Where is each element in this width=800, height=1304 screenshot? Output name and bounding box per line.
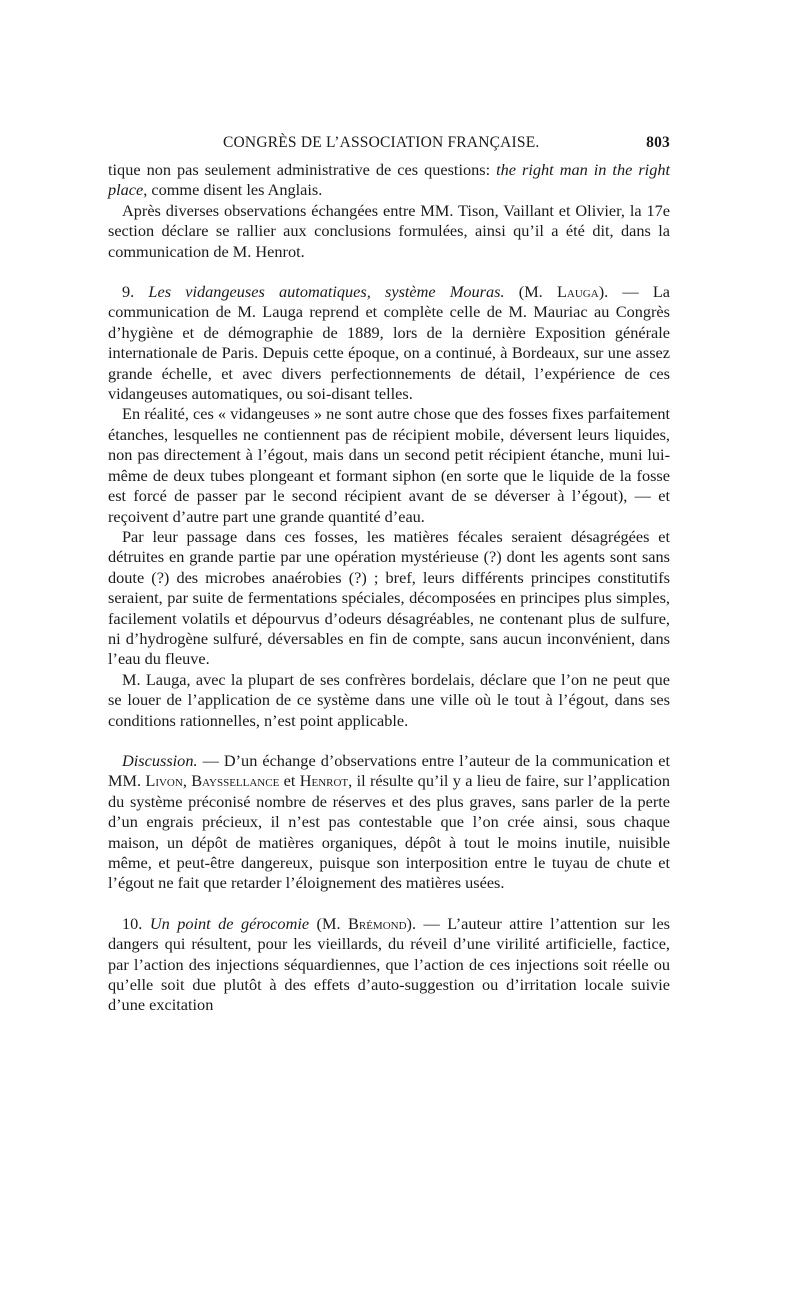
section-9-number: 9. bbox=[122, 282, 149, 302]
discussion-label: Discussion. bbox=[122, 750, 198, 770]
section-gap bbox=[108, 262, 670, 282]
running-title: CONGRÈS DE L’ASSOCIATION FRANÇAISE. bbox=[223, 134, 540, 151]
discussion-name-livon: Livon bbox=[145, 771, 183, 791]
discussion-paragraph bbox=[108, 751, 670, 894]
section-10-author: Brémond bbox=[348, 913, 407, 933]
discussion-name-henrot: Henrot bbox=[299, 771, 349, 791]
section-10-number: 10. bbox=[122, 913, 150, 933]
p1-tail: , comme disent les Anglais. bbox=[143, 180, 323, 200]
discussion-text-b: , il résulte qu’il y a lieu de faire, sur l’application du système préconisé nombre de réserves et des plus graves, sans parler de la perte d’un engrais précieux, il n’est pas contestable que l’on crée ainsi, sous chaque maison, un dépôt de matières organiques, dépôt à tout le moins inutile, nuisible même, et peut-être dangereux, puisque son interposition entre le tuyau de chute et l’égout ne fait que retarder l’éloignement des matières usées. bbox=[108, 771, 670, 893]
section-9-author-close: ). — bbox=[598, 282, 653, 302]
running-header bbox=[108, 134, 670, 160]
paragraph-par-leur-passage: Par leur passage dans ces fosses, les matières fécales seraient désagrégées et détruites en grande partie par une opération mystérieuse (?) dont les agents sont sans doute (?) des microbes anaérobies (?) ; bref, leurs différents principes constitutifs seraient, par suite de fermentations spéciales, décomposées en principes plus simples, facilement volatils et dépourvus d’odeurs désagréables, ne contenant plus de sulfure, ni d’hydrogène sulfuré, déversables en fin de compte, sans aucun inconvénient, dans l’eau du fleuve. bbox=[108, 526, 670, 669]
section-10-title: Un point de gérocomie bbox=[149, 913, 310, 933]
paragraph-m-lauga: M. Lauga, avec la plupart de ses confrères bordelais, déclare que l’on ne peut que se louer de l’application de ce système dans une ville où le tout à l’égout, dans ses conditions rationnelles, n’est point applicable. bbox=[108, 669, 670, 730]
page-number: 803 bbox=[646, 134, 670, 151]
paragraph-en-realite: En réalité, ces « vidangeuses » ne sont autre chose que des fosses fixes parfaitement étanches, lesquelles ne contiennent pas de récipient mobile, déversent leurs liquides, non pas directement à l’égout, mais dans un second petit récipient étanche, muni lui-même de deux tubes plongeant et formant siphon (en sorte que le liquide de la fosse est forcé de passer par le second récipient avant de se déverser à l’égout), — et reçoivent d’autre part une grande quantité d’eau. bbox=[108, 404, 670, 526]
p1-italic-phrase: the right man in the right place bbox=[108, 160, 671, 200]
page bbox=[108, 134, 670, 1016]
paragraph-section-17: Après diverses observations échangées entre MM. Tison, Vaillant et Olivier, la 17e section déclare se rallier aux conclusions formulées, ainsi qu’il a été dit, dans la communication de M. Henrot. bbox=[108, 200, 670, 261]
section-gap bbox=[108, 731, 670, 751]
section-10-author-close: ). — bbox=[406, 913, 448, 933]
section-9-text: La communication de M. Lauga reprend et complète celle de M. Mauriac au Congrès d’hygiène et de démographie de 1889, lors de la dernière Exposition générale internationale de Paris. Depuis cette époque, on a continué, à Bordeaux, sur une assez grande échelle, et avec divers perfectionnements de détail, l’expérience de ces vidangeuses automatiques, ou soi-disant telles. bbox=[108, 282, 671, 404]
discussion-text-a: — D’un échange d’observations entre l’auteur de la communication et MM. bbox=[108, 750, 670, 791]
section-9-author-open: (M. bbox=[504, 282, 557, 302]
discussion-name-bayssellance: Bayssellance bbox=[191, 771, 280, 791]
p1-text: tique non pas seulement administrative de ces questions: bbox=[108, 160, 497, 179]
discussion-sep-1: , bbox=[182, 771, 192, 791]
section-10 bbox=[108, 914, 670, 1016]
section-10-text: L’auteur attire l’attention sur les dangers qui résultent, pour les vieillards, du réveil d’une virilité artificielle, factice, par l’action des injections séquardiennes, que l’action de ces injections soit réelle ou qu’elle soit due plutôt à des effets d’auto-suggestion ou d’irritation locale suivie d’une excitation bbox=[108, 913, 671, 1015]
section-10-author-open: (M. bbox=[309, 913, 348, 933]
section-gap bbox=[108, 894, 670, 914]
discussion-sep-2: et bbox=[279, 771, 300, 791]
section-9 bbox=[108, 282, 670, 404]
paragraph-continuation bbox=[108, 160, 670, 201]
section-9-author: Lauga bbox=[556, 282, 599, 302]
section-9-title: Les vidangeuses automatiques, système Mouras. bbox=[148, 282, 505, 302]
